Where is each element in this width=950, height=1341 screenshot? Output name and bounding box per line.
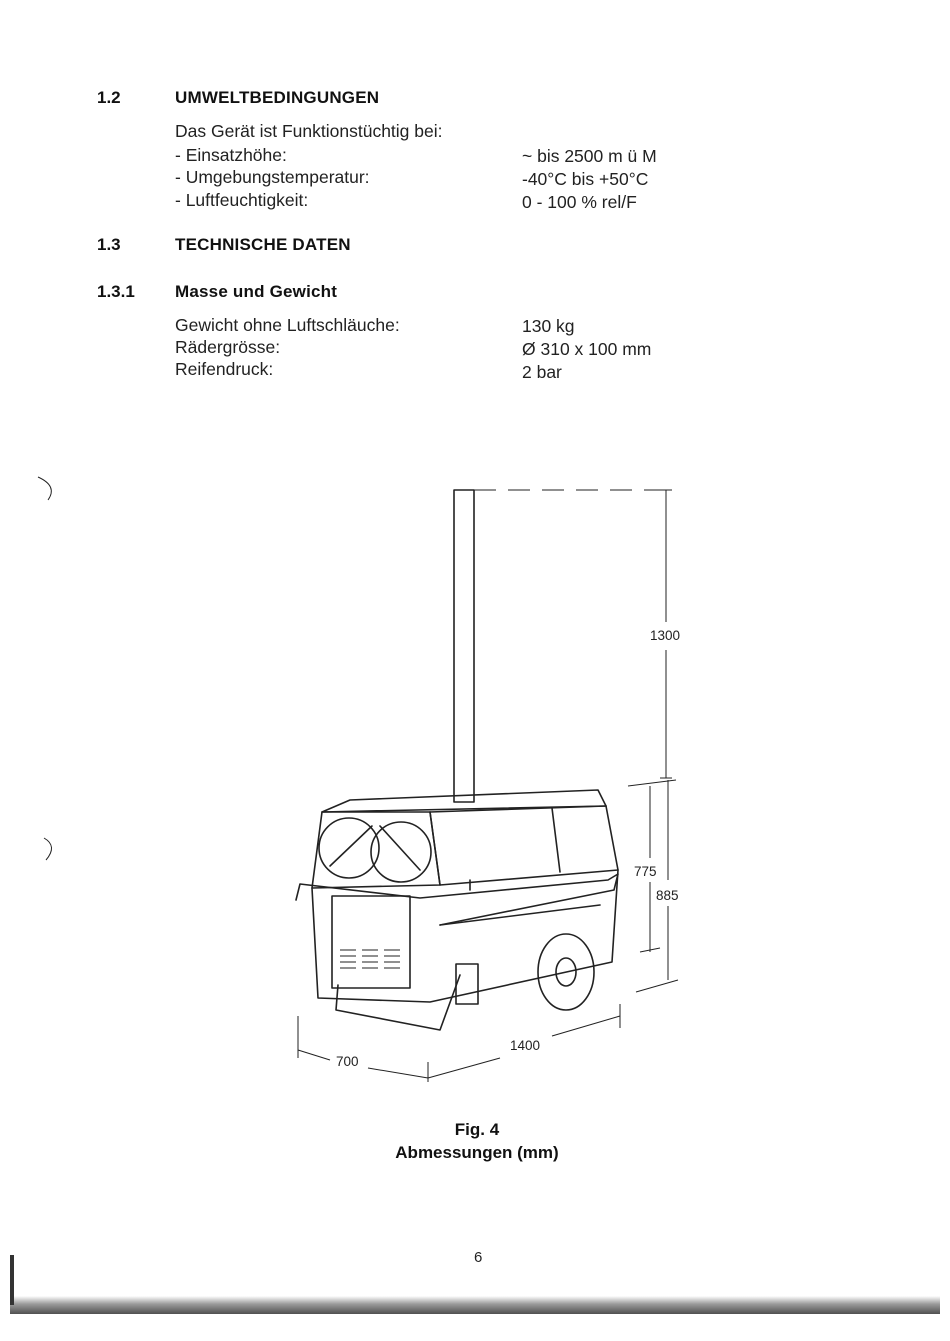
environment-intro: Das Gerät ist Funktionstüchtig bei: [175,121,443,141]
spec-label-tire-pressure: Reifendruck: [175,359,274,379]
dim-line-700 [298,1050,330,1060]
dim-line-1400 [428,1058,500,1078]
exhaust-chimney [454,490,474,802]
spec-value-tire-pressure: 2 bar [522,362,562,382]
section-title-environment: UMWELTBEDINGUNGEN [175,88,380,107]
dim-label-height-frame: 885 [656,888,679,903]
section-title-technical-data: TECHNISCHE DATEN [175,235,351,254]
section-title-dimensions-weight: Masse und Gewicht [175,282,338,301]
spec-label-wheel-size: Rädergrösse: [175,337,281,357]
dim-label-width: 700 [336,1054,359,1069]
env-value-altitude: ~ bis 2500 m ü M [522,146,657,166]
spec-value-wheel-size: Ø 310 x 100 mm [522,339,652,359]
dim-line-700 [368,1068,428,1078]
dim-label-height-body: 775 [634,864,657,879]
scan-mark [44,838,52,860]
env-label-altitude: - Einsatzhöhe: [175,145,287,165]
env-label-temperature: - Umgebungstemperatur: [175,167,370,187]
dim-label-length: 1400 [510,1038,541,1053]
section-number-1-2: 1.2 [97,88,121,107]
scan-edge-mark [10,1255,14,1305]
dim-label-height-total: 1300 [650,628,681,643]
page-number: 6 [474,1249,483,1266]
figure-number: Fig. 4 [454,1120,500,1139]
dim-extension [628,780,676,786]
env-value-temperature: -40°C bis +50°C [522,169,649,189]
dim-extension [636,980,678,992]
scan-mark [38,477,51,500]
section-number-1-3-1: 1.3.1 [97,282,135,301]
figure-caption: Abmessungen (mm) [395,1143,559,1162]
section-number-1-3: 1.3 [97,235,121,254]
scan-edge-band [10,1296,940,1314]
spec-label-weight: Gewicht ohne Luftschläuche: [175,315,400,335]
spec-value-weight: 130 kg [522,316,575,336]
env-label-humidity: - Luftfeuchtigkeit: [175,190,309,210]
dim-line-1400 [552,1016,620,1036]
heater-unit [296,790,618,1030]
env-value-humidity: 0 - 100 % rel/F [522,192,637,212]
